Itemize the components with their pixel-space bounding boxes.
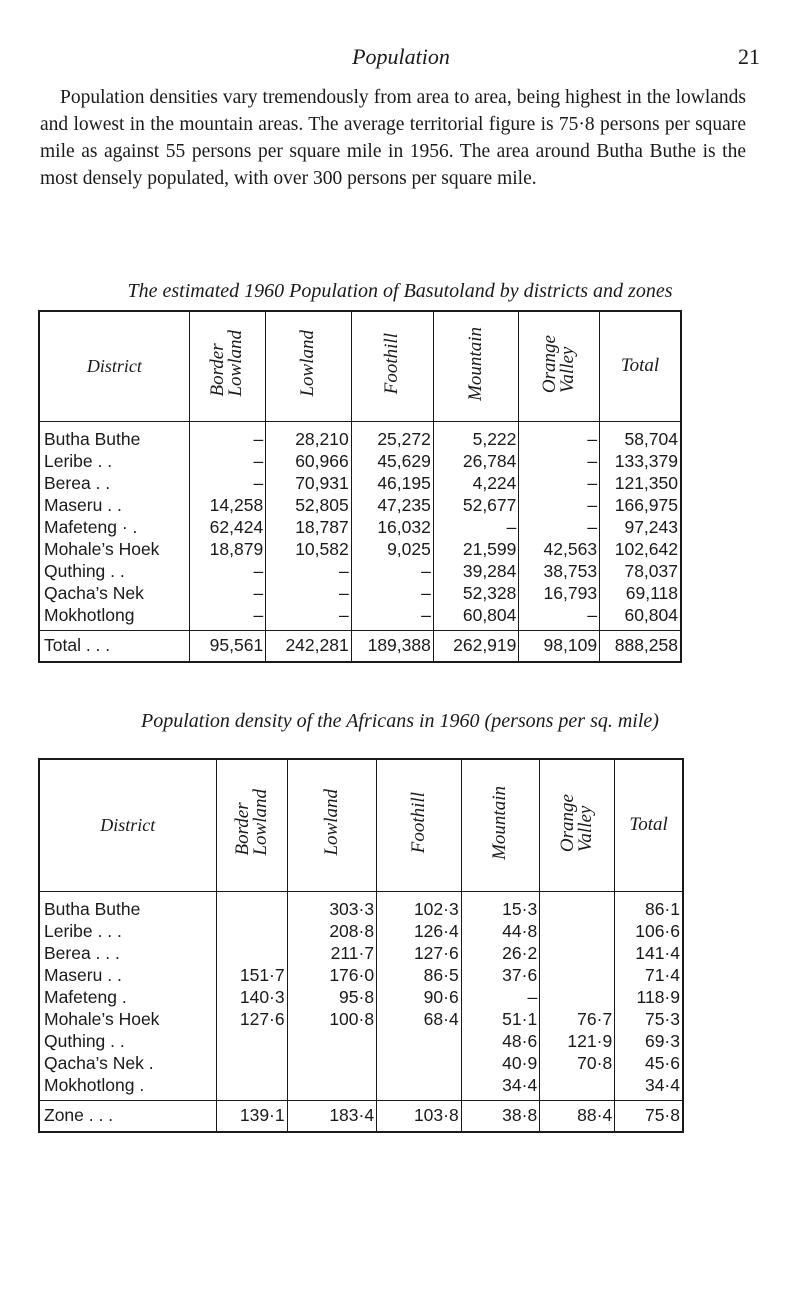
column-header: [433, 311, 519, 421]
column-header: [287, 759, 376, 891]
table-cell: 121,350: [600, 472, 681, 494]
total-row: [39, 630, 681, 662]
table-cell: 28,210: [266, 421, 352, 450]
table-row: [39, 472, 681, 494]
district-name: Maseru . .: [44, 964, 122, 985]
table-cell: 78,037: [600, 560, 681, 582]
table-cell: –: [189, 421, 265, 450]
table-cell: 100·8: [287, 1008, 376, 1030]
district-name: Butha Buthe: [44, 428, 141, 449]
table-cell: [216, 891, 287, 920]
column-header: [377, 759, 462, 891]
total-cell: 189,388: [351, 630, 433, 662]
table-cell: 5,222: [433, 421, 519, 450]
column-header-label: Orange Valley: [557, 793, 597, 852]
district-name: Mohale’s Hoek: [44, 1008, 160, 1029]
table-cell: 62,424: [189, 516, 265, 538]
total-cell: 88·4: [540, 1100, 615, 1132]
district-name: Mafeteng · .: [44, 516, 138, 537]
column-header: [189, 311, 265, 421]
column-header-district: District: [39, 759, 216, 891]
table-cell: 166,975: [600, 494, 681, 516]
column-header-label: Orange Valley: [539, 334, 579, 393]
column-header-total: Total: [600, 311, 681, 421]
table-cell: –: [351, 604, 433, 631]
table-cell: –: [189, 450, 265, 472]
table-cell: 127·6: [216, 1008, 287, 1030]
table-cell: 52,328: [433, 582, 519, 604]
table-cell: –: [519, 516, 600, 538]
table-row: [39, 450, 681, 472]
table-cell: [377, 1030, 462, 1052]
table-cell: 208·8: [287, 920, 376, 942]
table-cell: 102,642: [600, 538, 681, 560]
table-row: [39, 1008, 683, 1030]
district-name: Maseru . .: [44, 494, 122, 515]
table-cell: 60,966: [266, 450, 352, 472]
table-row: [39, 964, 683, 986]
district-name: Mohale’s Hoek: [44, 538, 160, 559]
table-cell: [216, 1074, 287, 1101]
district-name: Qacha’s Nek: [44, 582, 144, 603]
district-name: Leribe . .: [44, 450, 113, 471]
column-header: [540, 759, 615, 891]
table-cell: 18,879: [189, 538, 265, 560]
table-row: [39, 538, 681, 560]
body-paragraph: Population densities vary tremendously from area to area, being highest in the lowlands and lowest in the mountain areas. The average territorial figure is 75·8 persons per square mile as against 55 persons per square mile in 1956. The area around Butha Buthe is the most densely populated, with over 300 persons per square mile.: [40, 87, 746, 189]
table-cell: 126·4: [377, 920, 462, 942]
table-cell: 15·3: [461, 891, 540, 920]
district-name: Qacha’s Nek .: [44, 1052, 154, 1073]
table-cell: 127·6: [377, 942, 462, 964]
column-header: [519, 311, 600, 421]
table-cell: 16,032: [351, 516, 433, 538]
table-cell: 45,629: [351, 450, 433, 472]
district-name: Mafeteng .: [44, 986, 127, 1007]
district-name: Mokhotlong .: [44, 1074, 145, 1095]
table-cell: [287, 1052, 376, 1074]
table-cell: [287, 1030, 376, 1052]
table-cell: 71·4: [615, 964, 683, 986]
table-row: [39, 986, 683, 1008]
district-name: Quthing . .: [44, 1030, 125, 1051]
table-cell: [377, 1074, 462, 1101]
column-header-district: District: [39, 311, 189, 421]
table-row: [39, 920, 683, 942]
table-cell: [287, 1074, 376, 1101]
district-name: Mokhotlong: [44, 604, 135, 625]
total-cell: 38·8: [461, 1100, 540, 1132]
column-header-label: Mountain: [465, 326, 487, 401]
table-row: [39, 516, 681, 538]
table-cell: 48·6: [461, 1030, 540, 1052]
column-header-label: Foothill: [407, 792, 429, 854]
table-cell: –: [519, 472, 600, 494]
table-row: [39, 560, 681, 582]
table-cell: 44·8: [461, 920, 540, 942]
table-cell: 34·4: [615, 1074, 683, 1101]
table-cell: 52,805: [266, 494, 352, 516]
table-cell: –: [351, 560, 433, 582]
table-cell: 211·7: [287, 942, 376, 964]
table-row: [39, 421, 681, 450]
page-number: 21: [738, 44, 760, 69]
total-cell: 183·4: [287, 1100, 376, 1132]
table-cell: [216, 942, 287, 964]
table-cell: –: [189, 560, 265, 582]
table-cell: [540, 942, 615, 964]
table-cell: 42,563: [519, 538, 600, 560]
table-cell: [540, 964, 615, 986]
table-cell: –: [266, 582, 352, 604]
district-name: Leribe . . .: [44, 920, 122, 941]
table-cell: 133,379: [600, 450, 681, 472]
column-header-label: Foothill: [381, 333, 403, 395]
table-cell: 18,787: [266, 516, 352, 538]
total-cell: 242,281: [266, 630, 352, 662]
table-cell: –: [519, 450, 600, 472]
table-cell: 121·9: [540, 1030, 615, 1052]
total-cell: 75·8: [615, 1100, 683, 1132]
table-cell: 141·4: [615, 942, 683, 964]
column-header-label: Border Lowland: [231, 789, 271, 857]
table-row: [39, 942, 683, 964]
table-row: [39, 582, 681, 604]
table-cell: 26·2: [461, 942, 540, 964]
table-cell: 21,599: [433, 538, 519, 560]
total-cell: 95,561: [189, 630, 265, 662]
table-cell: 39,284: [433, 560, 519, 582]
density-table: [38, 758, 684, 1133]
table-cell: 69·3: [615, 1030, 683, 1052]
table-cell: [377, 1052, 462, 1074]
table-cell: 14,258: [189, 494, 265, 516]
table-cell: 34·4: [461, 1074, 540, 1101]
district-name: Berea . . .: [44, 942, 120, 963]
total-label: Zone . . .: [39, 1100, 216, 1132]
table-cell: 38,753: [519, 560, 600, 582]
table-cell: 9,025: [351, 538, 433, 560]
table-row: [39, 1074, 683, 1101]
table-cell: [216, 1030, 287, 1052]
column-header-label: Border Lowland: [207, 330, 247, 398]
table-cell: 16,793: [519, 582, 600, 604]
table-cell: –: [519, 604, 600, 631]
column-header: [351, 311, 433, 421]
table2-caption: Population density of the Africans in 1960 (persons per sq. mile): [141, 710, 659, 732]
table-cell: 95·8: [287, 986, 376, 1008]
table-cell: 75·3: [615, 1008, 683, 1030]
table-cell: [540, 1074, 615, 1101]
table-cell: 4,224: [433, 472, 519, 494]
table-cell: 47,235: [351, 494, 433, 516]
table-cell: 10,582: [266, 538, 352, 560]
table-cell: –: [351, 582, 433, 604]
column-header-total: Total: [615, 759, 683, 891]
table-header-row: [39, 311, 681, 421]
table-cell: 76·7: [540, 1008, 615, 1030]
total-cell: 262,919: [433, 630, 519, 662]
column-header-label: Lowland: [320, 789, 342, 857]
table-cell: 69,118: [600, 582, 681, 604]
district-name: Berea . .: [44, 472, 111, 493]
total-row: [39, 1100, 683, 1132]
table-row: [39, 891, 683, 920]
table-cell: –: [189, 604, 265, 631]
table-cell: 70,931: [266, 472, 352, 494]
table-cell: [216, 920, 287, 942]
table-cell: –: [266, 604, 352, 631]
table-row: [39, 1052, 683, 1074]
table-cell: –: [189, 472, 265, 494]
page-title: Population: [352, 44, 450, 69]
total-label: Total . . .: [39, 630, 189, 662]
table-cell: 140·3: [216, 986, 287, 1008]
total-cell: 103·8: [377, 1100, 462, 1132]
population-table: [38, 310, 682, 663]
table-header-row: [39, 759, 683, 891]
table-row: [39, 1030, 683, 1052]
table-cell: 60,804: [433, 604, 519, 631]
table-cell: 86·1: [615, 891, 683, 920]
table-cell: 86·5: [377, 964, 462, 986]
table-cell: –: [433, 516, 519, 538]
column-header-label: Lowland: [297, 330, 319, 398]
district-name: Quthing . .: [44, 560, 125, 581]
total-cell: 888,258: [600, 630, 681, 662]
table-cell: 118·9: [615, 986, 683, 1008]
table-cell: –: [461, 986, 540, 1008]
table-cell: [540, 986, 615, 1008]
table-cell: [540, 891, 615, 920]
table-cell: [540, 920, 615, 942]
table-cell: 68·4: [377, 1008, 462, 1030]
table-row: [39, 604, 681, 631]
table-cell: 70·8: [540, 1052, 615, 1074]
table-cell: 26,784: [433, 450, 519, 472]
table-cell: 102·3: [377, 891, 462, 920]
table-cell: 25,272: [351, 421, 433, 450]
column-header: [266, 311, 352, 421]
total-cell: 139·1: [216, 1100, 287, 1132]
table-cell: 58,704: [600, 421, 681, 450]
table-cell: –: [189, 582, 265, 604]
column-header: [216, 759, 287, 891]
table-cell: 51·1: [461, 1008, 540, 1030]
table-cell: 60,804: [600, 604, 681, 631]
table-cell: [216, 1052, 287, 1074]
table-cell: 106·6: [615, 920, 683, 942]
total-cell: 98,109: [519, 630, 600, 662]
table-cell: 176·0: [287, 964, 376, 986]
table-cell: 151·7: [216, 964, 287, 986]
table-cell: 52,677: [433, 494, 519, 516]
column-header: [461, 759, 540, 891]
table-cell: –: [266, 560, 352, 582]
table-cell: 90·6: [377, 986, 462, 1008]
table-cell: –: [519, 494, 600, 516]
district-name: Butha Buthe: [44, 898, 141, 919]
table-row: [39, 494, 681, 516]
table-cell: 46,195: [351, 472, 433, 494]
table-cell: 37·6: [461, 964, 540, 986]
table1-caption: The estimated 1960 Population of Basutoland by districts and zones: [127, 280, 673, 302]
table-cell: 40·9: [461, 1052, 540, 1074]
table-cell: –: [519, 421, 600, 450]
table-cell: 303·3: [287, 891, 376, 920]
table-cell: 45·6: [615, 1052, 683, 1074]
page-header: [42, 44, 760, 76]
table-cell: 97,243: [600, 516, 681, 538]
column-header-label: Mountain: [489, 785, 511, 860]
